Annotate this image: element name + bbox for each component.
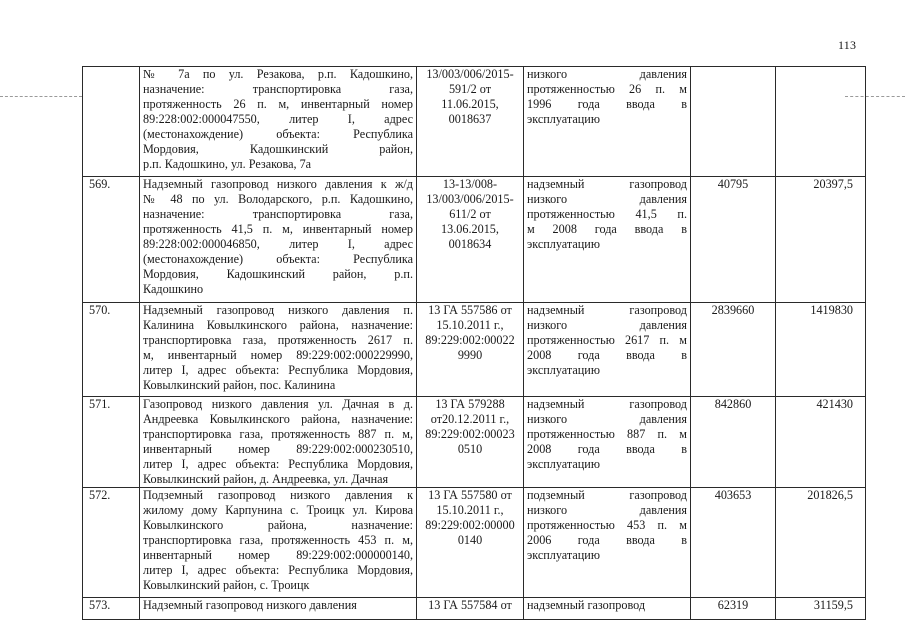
- reg-text-line: 13/003/006/2015-: [426, 192, 514, 206]
- residual-value: 421430: [816, 397, 853, 411]
- desc-text-line: транспортировка газа, протяженность 2617 п.: [143, 333, 413, 347]
- reg-text-line: 13 ГА 557584 от: [428, 598, 512, 612]
- reg-text-line: 13/003/006/2015-: [426, 67, 514, 81]
- type-text-line: протяженностью 2617 п. м: [527, 333, 687, 347]
- row-number: 571.: [89, 397, 111, 411]
- reg-text-line: 0510: [457, 442, 483, 456]
- value-cell: [776, 488, 866, 598]
- table-row: [83, 488, 866, 598]
- reg-text-line: от20.12.2011 г.,: [430, 412, 510, 426]
- type-text-line: протяженностью 453 п. м: [527, 518, 687, 532]
- desc-text-line: протяженность 41,5 п. м, инвентарный номер: [143, 222, 413, 236]
- object-characteristics-cell: [524, 177, 691, 303]
- value-cell: [691, 303, 776, 397]
- object-description-cell: [140, 598, 417, 620]
- type-text-line: эксплуатацию: [527, 237, 600, 251]
- type-text-line: низкого давления: [527, 503, 687, 517]
- desc-text-line: № 48 по ул. Володарского, р.п. Кадошкино,: [143, 192, 413, 206]
- reg-text-line: 15.10.2011 г.,: [436, 318, 504, 332]
- object-description-cell: [140, 67, 417, 177]
- desc-text-line: (местонахождение) объекта: Республика: [143, 252, 413, 266]
- desc-text-line: Надземный газопровод низкого давления: [143, 598, 357, 612]
- value-cell: [691, 488, 776, 598]
- reg-text-line: 591/2 от: [448, 82, 492, 96]
- table-row: [83, 67, 866, 177]
- object-description-cell: [140, 303, 417, 397]
- desc-text-line: м, инвентарный номер 89:229:002:000229990,: [143, 348, 413, 362]
- type-text-line: низкого давления: [527, 67, 687, 81]
- reg-text-line: 13 ГА 557580 от: [428, 488, 512, 502]
- object-characteristics-cell: [524, 67, 691, 177]
- reg-text-line: 89:229:002:00022: [425, 333, 515, 347]
- desc-text-line: (местонахождение) объекта: Республика: [143, 127, 413, 141]
- value-cell: [776, 67, 866, 177]
- row-number: 573.: [89, 598, 111, 612]
- registry-table-body: [83, 67, 866, 620]
- book-value: 62319: [717, 598, 749, 612]
- desc-text-line: Подземный газопровод низкого давления к: [143, 488, 413, 502]
- table-row: [83, 303, 866, 397]
- type-text-line: м 2008 года ввода в: [527, 222, 687, 236]
- desc-text-line: инвентарный номер 89:229:002:000000140,: [143, 548, 413, 562]
- reg-text-line: 11.06.2015,: [441, 97, 499, 111]
- reg-text-line: 89:229:002:00023: [425, 427, 515, 441]
- desc-text-line: 89:228:002:000046850, литер I, адрес: [143, 237, 413, 251]
- type-text-line: 1996 года ввода в: [527, 97, 687, 111]
- desc-text-line: Надземный газопровод низкого давления к ж/д: [143, 177, 413, 191]
- page-number: 113: [838, 38, 857, 52]
- residual-value: 31159,5: [813, 598, 853, 612]
- desc-text-line: Надземный газопровод низкого давления п.: [143, 303, 413, 317]
- book-value: 842860: [714, 397, 752, 411]
- object-description-cell: [140, 488, 417, 598]
- desc-text-line: № 7а по ул. Резакова, р.п. Кадошкино,: [143, 67, 413, 81]
- type-text-line: низкого давления: [527, 318, 687, 332]
- row-number-cell: [83, 488, 140, 598]
- book-value: 2839660: [711, 303, 755, 317]
- residual-value: 1419830: [810, 303, 853, 317]
- registration-cell: [417, 177, 524, 303]
- reg-text-line: 0140: [457, 533, 483, 547]
- desc-text-line: Ковылкинский район, д. Андреевка, ул. Дачная: [143, 472, 389, 486]
- object-description-cell: [140, 177, 417, 303]
- type-text-line: эксплуатацию: [527, 363, 600, 377]
- desc-text-line: Газопровод низкого давления ул. Дачная в д.: [143, 397, 413, 411]
- registration-cell: [417, 397, 524, 488]
- row-number-cell: [83, 397, 140, 488]
- book-value: 40795: [717, 177, 749, 191]
- reg-text-line: 13-13/008-: [442, 177, 498, 191]
- value-cell: [776, 303, 866, 397]
- reg-text-line: 15.10.2011 г.,: [436, 503, 504, 517]
- desc-text-line: Мордовия, Кадошкинский район, р.п.: [143, 267, 413, 281]
- desc-text-line: Андреевка Ковылкинского района, назначение:: [143, 412, 413, 426]
- desc-text-line: Кадошкино: [143, 282, 204, 296]
- type-text-line: надземный газопровод: [527, 397, 687, 411]
- object-characteristics-cell: [524, 397, 691, 488]
- type-text-line: протяженностью 41,5 п.: [527, 207, 687, 221]
- property-registry-table: [82, 66, 866, 620]
- reg-text-line: 0018637: [448, 112, 492, 126]
- value-cell: [776, 177, 866, 303]
- row-number: 572.: [89, 488, 111, 502]
- desc-text-line: Мордовия, Кадошкинский район,: [143, 142, 413, 156]
- registration-cell: [417, 303, 524, 397]
- table-row: [83, 177, 866, 303]
- desc-text-line: р.п. Кадошкино, ул. Резакова, 7а: [143, 157, 312, 171]
- desc-text-line: протяженность 26 п. м, инвентарный номер: [143, 97, 413, 111]
- reg-text-line: 0018634: [448, 237, 492, 251]
- desc-text-line: назначение: транспортировка газа,: [143, 82, 413, 96]
- value-cell: [691, 177, 776, 303]
- reg-text-line: 13 ГА 579288: [435, 397, 505, 411]
- registration-cell: [417, 67, 524, 177]
- row-number: 569.: [89, 177, 111, 191]
- type-text-line: 2008 года ввода в: [527, 348, 687, 362]
- residual-value: 201826,5: [807, 488, 853, 502]
- object-characteristics-cell: [524, 488, 691, 598]
- reg-text-line: 611/2 от: [449, 207, 491, 221]
- reg-text-line: 89:229:002:00000: [425, 518, 515, 532]
- desc-text-line: Ковылкинского района, назначение:: [143, 518, 413, 532]
- reg-text-line: 13 ГА 557586 от: [428, 303, 512, 317]
- object-characteristics-cell: [524, 598, 691, 620]
- value-cell: [691, 598, 776, 620]
- scan-artifact-line: [0, 96, 82, 97]
- object-characteristics-cell: [524, 303, 691, 397]
- row-number: 570.: [89, 303, 111, 317]
- type-text-line: протяженностью 887 п. м: [527, 427, 687, 441]
- type-text-line: надземный газопровод: [527, 303, 687, 317]
- book-value: 403653: [714, 488, 752, 502]
- table-row: [83, 397, 866, 488]
- value-cell: [776, 598, 866, 620]
- type-text-line: эксплуатацию: [527, 112, 600, 126]
- row-number-cell: [83, 177, 140, 303]
- desc-text-line: Калинина Ковылкинского района, назначение:: [143, 318, 413, 332]
- desc-text-line: Ковылкинский район, с. Троицк: [143, 578, 310, 592]
- value-cell: [691, 397, 776, 488]
- registration-cell: [417, 598, 524, 620]
- reg-text-line: 13.06.2015,: [441, 222, 499, 236]
- desc-text-line: транспортировка газа, протяженность 453 п. м,: [143, 533, 413, 547]
- desc-text-line: литер I, адрес объекта: Республика Мордовия,: [143, 363, 413, 377]
- row-number-cell: [83, 598, 140, 620]
- type-text-line: эксплуатацию: [527, 548, 600, 562]
- type-text-line: 2006 года ввода в: [527, 533, 687, 547]
- type-text-line: низкого давления: [527, 192, 687, 206]
- table-row: [83, 598, 866, 620]
- row-number-cell: [83, 303, 140, 397]
- type-text-line: надземный газопровод: [527, 177, 687, 191]
- desc-text-line: назначение: транспортировка газа,: [143, 207, 413, 221]
- desc-text-line: 89:228:002:000047550, литер I, адрес: [143, 112, 413, 126]
- type-text-line: 2008 года ввода в: [527, 442, 687, 456]
- desc-text-line: транспортировка газа, протяженность 887 п. м,: [143, 427, 413, 441]
- object-description-cell: [140, 397, 417, 488]
- residual-value: 20397,5: [813, 177, 853, 191]
- value-cell: [691, 67, 776, 177]
- value-cell: [776, 397, 866, 488]
- type-text-line: протяженностью 26 п. м: [527, 82, 687, 96]
- desc-text-line: Ковылкинский район, пос. Калинина: [143, 378, 336, 392]
- registration-cell: [417, 488, 524, 598]
- type-text-line: надземный газопровод: [527, 598, 646, 612]
- desc-text-line: инвентарный номер 89:229:002:000230510,: [143, 442, 413, 456]
- row-number-cell: [83, 67, 140, 177]
- desc-text-line: жилому дому Карпунина с. Троицк ул. Кирова: [143, 503, 413, 517]
- reg-text-line: 9990: [457, 348, 483, 362]
- type-text-line: подземный газопровод: [527, 488, 687, 502]
- type-text-line: эксплуатацию: [527, 457, 600, 471]
- desc-text-line: литер I, адрес объекта: Республика Мордовия,: [143, 457, 413, 471]
- type-text-line: низкого давления: [527, 412, 687, 426]
- desc-text-line: литер I, адрес объекта: Республика Мордовия,: [143, 563, 413, 577]
